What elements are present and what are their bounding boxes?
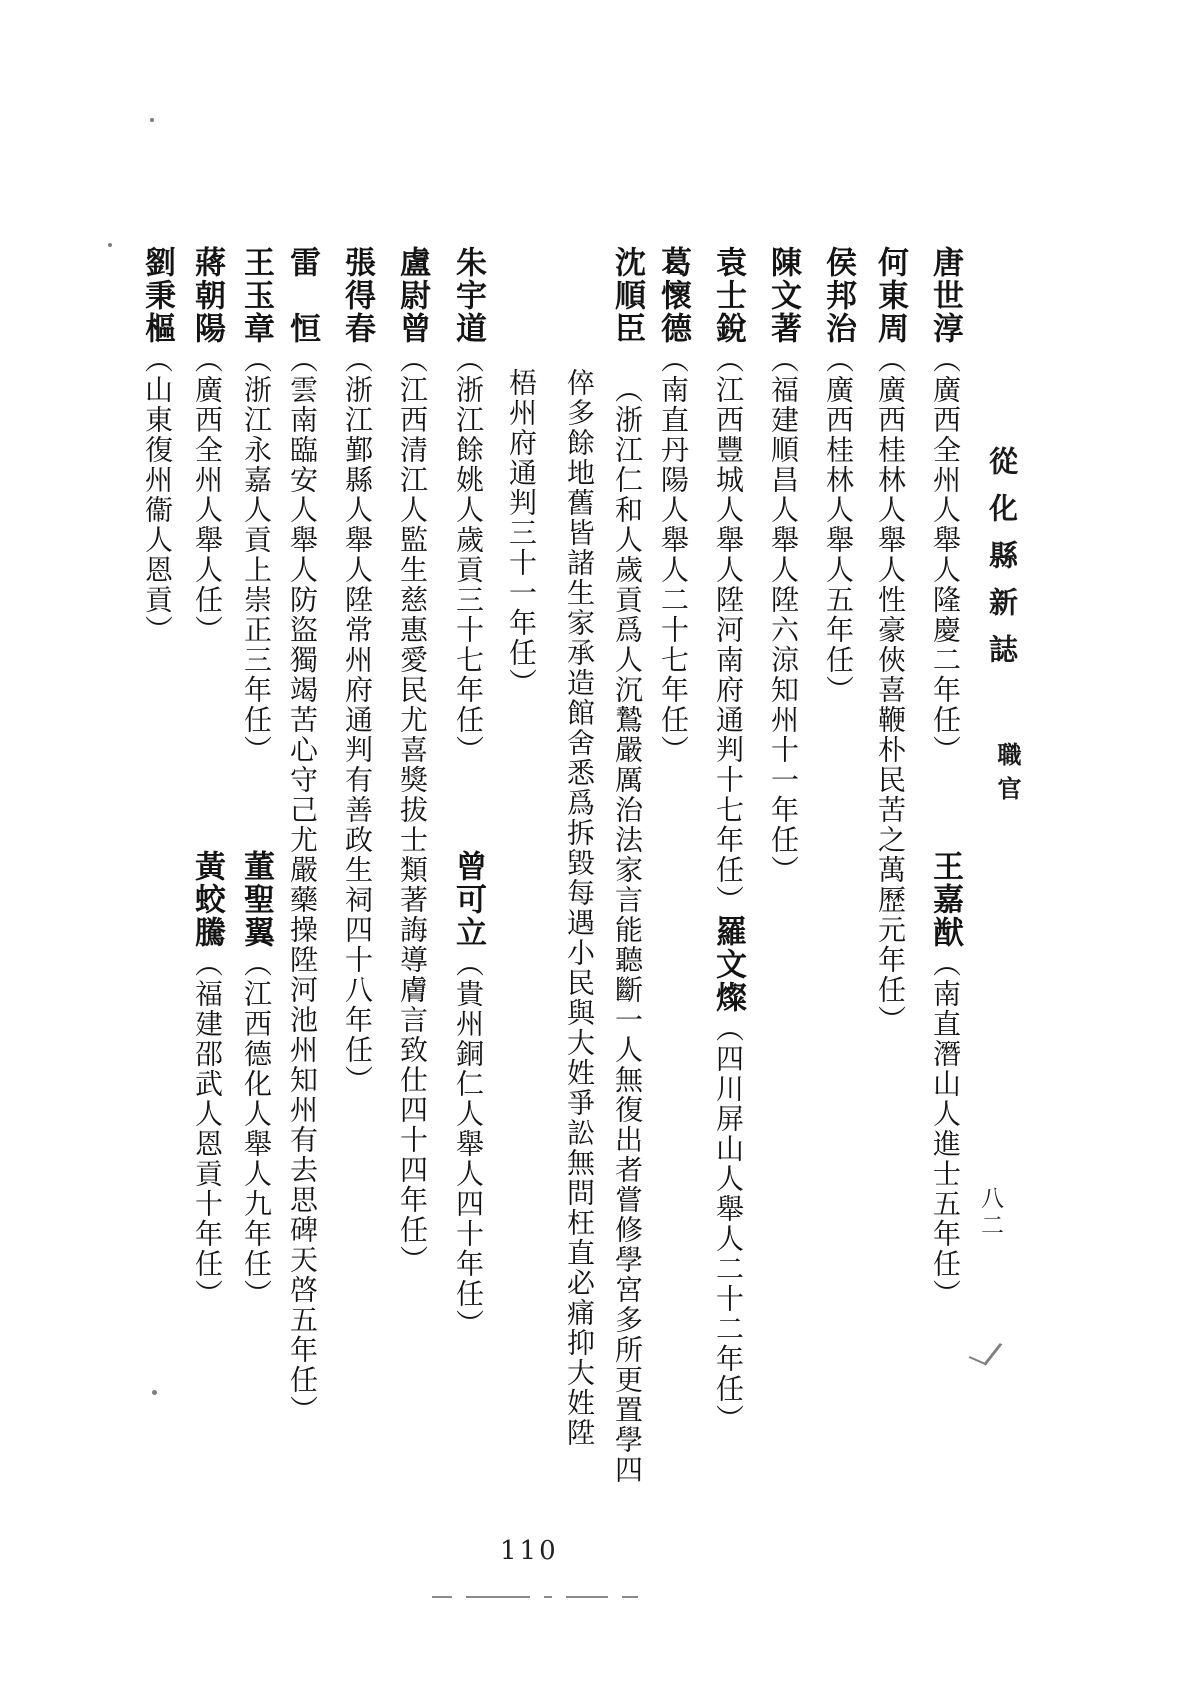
- official-annotation: ︵南直丹陽人舉人二十七年任︶: [657, 345, 690, 765]
- official-annotation: 倅多餘地舊皆諸生家承造館舍悉爲拆毀每遇小民與大姓爭訟無問枉直必痛抑大姓陞: [563, 368, 596, 1448]
- official-name: 張得春: [339, 246, 375, 345]
- official-annotation: ︵福建順昌人舉人陞六涼知州十一年任︶: [767, 345, 800, 885]
- entry-column: [440, 246, 496, 765]
- official-name: 朱宇道: [450, 246, 486, 345]
- official-name: 雷 恒: [284, 246, 320, 345]
- official-name: 羅文燦: [710, 915, 746, 1014]
- entry-column: [917, 850, 973, 1309]
- official-annotation: ︵雲南臨安人舉人防盜獨竭苦心守己尤嚴藥操陞河池州知州有去思碑天啓五年任︶: [286, 345, 319, 1425]
- official-annotation: ︵廣西全州人舉人隆慶二年任︶: [929, 345, 962, 765]
- official-annotation: ︵四川屏山人舉人二十二年任︶: [712, 1014, 745, 1434]
- entry-column: [810, 246, 866, 705]
- scan-artifact: [432, 1596, 732, 1600]
- official-annotation: ︵浙江餘姚人歲貢三十七年任︶: [452, 345, 485, 765]
- official-name: 葛懷德: [655, 246, 691, 345]
- official-name: 王玉章: [238, 246, 274, 345]
- official-annotation: ︵廣西桂林人舉人五年任︶: [822, 345, 855, 705]
- entry-column: [329, 246, 385, 1095]
- official-name: 蔣朝陽: [189, 246, 225, 345]
- entry-column: [862, 246, 918, 1035]
- official-annotation: 梧州府通判三十一年任︶: [505, 368, 538, 698]
- official-name: 劉秉樞: [139, 246, 175, 345]
- entry-column: [129, 246, 185, 645]
- entry-column: [755, 246, 811, 885]
- official-annotation: ︵浙江永嘉人貢上崇正三年任︶: [240, 345, 273, 765]
- official-annotation: ︵江西德化人舉人九年任︶: [240, 949, 273, 1309]
- margin-running-title: 從化縣新誌: [985, 446, 1019, 681]
- official-name: 王嘉猷: [927, 850, 963, 949]
- official-annotation: ︵江西清江人監生慈惠愛民尤喜獎拔士類著誨導膚言致仕四十四年任︶: [396, 345, 429, 1275]
- entry-column: [917, 246, 973, 765]
- scan-artifact: [969, 1337, 1003, 1366]
- official-name: 唐世淳: [927, 246, 963, 345]
- entry-column: [384, 246, 440, 1275]
- folio-number: 八二: [977, 1186, 1003, 1240]
- entry-column: [440, 850, 496, 1339]
- entry-column: [228, 246, 284, 765]
- official-name: 侯邦治: [820, 246, 856, 345]
- official-name: 何東周: [872, 246, 908, 345]
- official-annotation: ︵貴州銅仁人舉人四十年任︶: [452, 949, 485, 1339]
- official-name: 董聖翼: [238, 850, 274, 949]
- official-annotation: ︵江西豐城人舉人陞河南府通判十七年任︶: [712, 345, 745, 915]
- entry-column: [700, 246, 756, 1434]
- official-annotation: ︵山東復州衞人恩貢︶: [141, 345, 174, 645]
- official-annotation: ︵廣西桂林人舉人性豪俠喜鞭朴民苦之萬歷元年任︶: [874, 345, 907, 1035]
- scan-artifact: [108, 243, 112, 247]
- entry-column: [599, 246, 655, 1485]
- official-annotation: ︵浙江鄞縣人舉人陞常州府通判有善政生祠四十八年任︶: [341, 345, 374, 1095]
- entry-column: [179, 246, 235, 645]
- margin-section-label: 職官: [993, 742, 1021, 810]
- official-name: 盧尉曾: [394, 246, 430, 345]
- official-annotation: ︵廣西全州人舉人任︶: [191, 345, 224, 645]
- entry-column: [494, 368, 549, 698]
- official-annotation: ︵福建邵武人恩貢十年任︶: [191, 949, 224, 1309]
- official-name: 陳文著: [765, 246, 801, 345]
- page-number: 110: [500, 1536, 559, 1566]
- official-name: 袁士銳: [710, 246, 746, 345]
- entry-column: [228, 850, 284, 1309]
- entry-column: [552, 368, 607, 1448]
- scan-artifact: [150, 118, 154, 122]
- official-annotation: ︵南直潛山人進士五年任︶: [929, 949, 962, 1309]
- official-annotation: ︵浙江仁和人歲貢爲人沉鷙嚴厲治法家言能聽斷一人無復出者嘗修學宮多所更置學四: [611, 345, 644, 1485]
- scan-artifact: [152, 1390, 157, 1395]
- official-name: 沈順臣: [609, 246, 645, 345]
- entry-column: [179, 850, 235, 1309]
- official-name: 曾可立: [450, 850, 486, 949]
- official-name: 黃蛟騰: [189, 850, 225, 949]
